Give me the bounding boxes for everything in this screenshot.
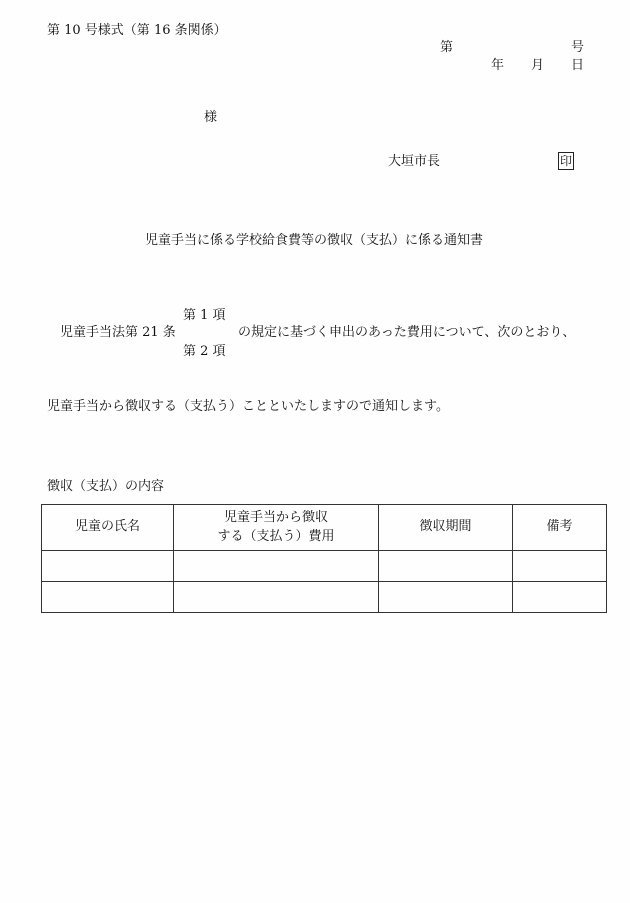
header-cost: [174, 505, 379, 551]
document-title: 児童手当に係る学校給食費等の徴収（支払）に係る通知書: [145, 233, 484, 248]
table-cell: [174, 582, 379, 613]
table-cell: [513, 582, 607, 613]
paragraph-option-2: 第 2 項: [183, 344, 226, 359]
table-cell: [42, 551, 174, 582]
table-cell: [513, 551, 607, 582]
body-text-line1: の規定に基づく申出のあった費用について、次のとおり、: [238, 325, 576, 340]
paragraph-option-1: 第 1 項: [183, 308, 226, 323]
table-cell: [42, 582, 174, 613]
table-row: [42, 582, 607, 613]
table-header-row: [42, 505, 607, 551]
body-text-line2: 児童手当から徴収する（支払う）ことといたしますので通知します。: [47, 399, 449, 414]
header-cost-line2: する（支払う）費用: [217, 528, 335, 544]
collection-details-table: [41, 504, 607, 613]
section-heading: 徴収（支払）の内容: [47, 479, 165, 494]
header-remarks: 備考: [513, 505, 607, 551]
date-day-label: 日: [571, 58, 585, 73]
number-prefix: 第: [440, 40, 454, 55]
table-cell: [379, 551, 513, 582]
header-period: 徴収期間: [379, 505, 513, 551]
date-month-label: 月: [531, 58, 545, 73]
header-cost-line1: 児童手当から徴収: [223, 510, 328, 526]
law-reference: 児童手当法第 21 条: [60, 325, 176, 340]
number-suffix: 号: [571, 40, 585, 55]
table-cell: [379, 582, 513, 613]
seal-stamp: 印: [559, 154, 572, 168]
issuer-name: 大垣市長: [388, 154, 441, 169]
form-number: 第 10 号様式（第 16 条関係）: [47, 23, 227, 38]
table-cell: [174, 551, 379, 582]
table-row: [42, 551, 607, 582]
header-child-name: 児童の氏名: [42, 505, 174, 551]
date-year-label: 年: [491, 58, 505, 73]
recipient-honorific: 様: [204, 110, 218, 125]
